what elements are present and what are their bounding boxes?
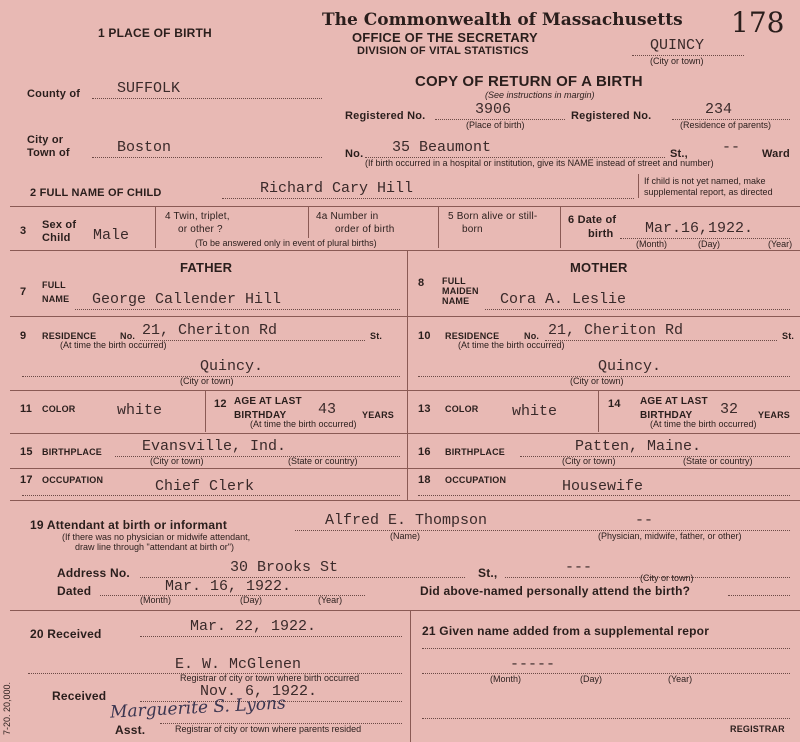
mother-occupation-value: Housewife bbox=[562, 478, 644, 495]
mother-name-value: Cora A. Leslie bbox=[500, 291, 627, 308]
address-city-value: --- bbox=[565, 559, 593, 576]
mother-color-label: COLOR bbox=[445, 404, 479, 414]
attendant-hint-1: (If there was no physician or midwife attendant, bbox=[62, 532, 251, 542]
mother-birthplace-value: Patten, Maine. bbox=[575, 438, 702, 455]
attendant-hint-2: draw line through "attendant at birth or") bbox=[75, 542, 234, 552]
father-residence-hint: (At time the birth occurred) bbox=[60, 340, 167, 350]
name-note-1: If child is not yet named, make bbox=[644, 176, 766, 186]
birth-month-hint: (Month) bbox=[636, 239, 668, 249]
mother-num-8: 8 bbox=[418, 277, 425, 289]
attendant-name-hint: (Name) bbox=[390, 531, 421, 541]
name-note-2: supplemental report, as directed bbox=[644, 187, 773, 197]
father-st-label: St. bbox=[370, 331, 383, 341]
registrar-hint: Registrar of city or town where birth occurred bbox=[180, 673, 360, 683]
mother-birthplace-city-hint: (City or town) bbox=[562, 456, 616, 466]
father-birthplace-state-hint: (State or country) bbox=[288, 456, 358, 466]
plural-hint: (To be answered only in event of plural births) bbox=[195, 238, 377, 248]
received-date-value: Mar. 22, 1922. bbox=[190, 618, 317, 635]
mother-full-label: FULL bbox=[442, 276, 466, 286]
record-number: 178 bbox=[731, 6, 785, 39]
birth-date-value: Mar.16,1922. bbox=[645, 220, 754, 237]
father-occupation-label: OCCUPATION bbox=[42, 475, 104, 485]
sex-value: Male bbox=[93, 227, 130, 244]
father-birthplace-label: BIRTHPLACE bbox=[42, 447, 102, 457]
mother-name-label: NAME bbox=[442, 296, 470, 306]
document-title: COPY OF RETURN OF A BIRTH bbox=[415, 73, 643, 90]
father-birthplace-city-hint: (City or town) bbox=[150, 456, 204, 466]
margin-print: 7-20. 20,000. bbox=[2, 681, 12, 735]
ward-value: -- bbox=[722, 139, 741, 156]
street-value: 35 Beaumont bbox=[392, 139, 492, 156]
mother-color-value: white bbox=[512, 403, 558, 420]
office-title: OFFICE OF THE SECRETARY bbox=[352, 30, 538, 45]
mother-st-label: St. bbox=[782, 331, 795, 341]
child-name-label: 2 FULL NAME OF CHILD bbox=[30, 187, 162, 199]
mother-birthplace-state-hint: (State or country) bbox=[683, 456, 753, 466]
asst-hint: Registrar of city or town where parents resided bbox=[175, 724, 362, 734]
mother-occupation-label: OCCUPATION bbox=[445, 475, 507, 485]
father-residence-value: 21, Cheriton Rd bbox=[142, 322, 278, 339]
sex-num: 3 bbox=[20, 225, 27, 237]
received-label-20: 20 Received bbox=[30, 627, 102, 641]
father-age-value: 43 bbox=[318, 401, 337, 418]
mother-age-years: YEARS bbox=[758, 410, 791, 420]
mother-heading: MOTHER bbox=[570, 260, 628, 275]
attendant-role-value: -- bbox=[635, 512, 654, 529]
father-color-value: white bbox=[117, 402, 163, 419]
mother-age-label-2: BIRTHDAY bbox=[640, 410, 693, 421]
mother-residence-hint: (At time the birth occurred) bbox=[458, 340, 565, 350]
attend-question: Did above-named personally attend the birth? bbox=[420, 584, 691, 598]
father-num-7: 7 bbox=[20, 286, 27, 298]
mother-num-13: 13 bbox=[418, 403, 431, 415]
city-value: Boston bbox=[117, 139, 172, 156]
date-label-1: 6 Date of bbox=[568, 214, 617, 226]
father-num-12: 12 bbox=[214, 398, 227, 410]
hospital-hint: (If birth occurred in a hospital or institution, give its NAME instead of street and number) bbox=[365, 158, 714, 168]
registered-no-2-label: Registered No. bbox=[571, 110, 652, 122]
father-age-label-1: AGE AT LAST bbox=[234, 396, 302, 407]
received-value: Nov. 6, 1922. bbox=[200, 683, 318, 700]
commonwealth-title: The Commonwealth of Massachusetts bbox=[322, 10, 683, 30]
dated-label: Dated bbox=[57, 584, 92, 598]
father-occupation-value: Chief Clerk bbox=[155, 478, 255, 495]
attendant-name-value: Alfred E. Thompson bbox=[325, 512, 488, 529]
date-label-2: birth bbox=[588, 228, 614, 240]
supp-month-hint: (Month) bbox=[490, 674, 522, 684]
ward-label: Ward bbox=[762, 148, 790, 160]
mother-maiden-label: MAIDEN bbox=[442, 286, 479, 296]
twin-label-2: or other ? bbox=[178, 224, 223, 235]
mother-age-value: 32 bbox=[720, 401, 739, 418]
order-label-2: order of birth bbox=[335, 224, 395, 235]
alive-label-2: born bbox=[462, 224, 483, 235]
mother-residence-label: RESIDENCE bbox=[445, 331, 500, 341]
mother-age-hint: (At time the birth occurred) bbox=[650, 419, 757, 429]
father-num-17: 17 bbox=[20, 474, 33, 486]
father-full-label: FULL bbox=[42, 280, 66, 290]
mother-city-hint: (City or town) bbox=[570, 376, 624, 386]
father-birthplace-value: Evansville, Ind. bbox=[142, 438, 287, 455]
registered-no-hint: (Place of birth) bbox=[466, 120, 525, 130]
child-name-value: Richard Cary Hill bbox=[260, 180, 414, 197]
county-value: SUFFOLK bbox=[117, 80, 181, 97]
dated-value: Mar. 16, 1922. bbox=[165, 578, 292, 595]
header-city-hint: (City or town) bbox=[650, 56, 704, 66]
dated-month-hint: (Month) bbox=[140, 595, 172, 605]
address-city-hint: (City or town) bbox=[640, 573, 694, 583]
birth-day-hint: (Day) bbox=[698, 239, 720, 249]
town-label: Town of bbox=[27, 147, 70, 159]
registered-no-value: 3906 bbox=[475, 101, 512, 118]
supplemental-value: ----- bbox=[510, 656, 556, 673]
father-city-hint: (City or town) bbox=[180, 376, 234, 386]
instructions-note: (See instructions in margin) bbox=[485, 90, 595, 100]
father-num-9: 9 bbox=[20, 330, 27, 342]
mother-num-16: 16 bbox=[418, 446, 431, 458]
father-no-label: No. bbox=[120, 331, 136, 341]
father-color-label: COLOR bbox=[42, 404, 76, 414]
received-label: Received bbox=[52, 689, 107, 703]
supplemental-label-21: 21 Given name added from a supplemental repor bbox=[422, 624, 710, 638]
supp-day-hint: (Day) bbox=[580, 674, 602, 684]
father-age-years: YEARS bbox=[362, 410, 395, 420]
st-label: St., bbox=[670, 148, 688, 160]
registered-no-2-hint: (Residence of parents) bbox=[680, 120, 772, 130]
father-residence-label: RESIDENCE bbox=[42, 331, 97, 341]
mother-no-label: No. bbox=[524, 331, 540, 341]
place-of-birth-heading: 1 PLACE OF BIRTH bbox=[98, 26, 212, 40]
registered-no-label: Registered No. bbox=[345, 110, 426, 122]
order-label-1: 4a Number in bbox=[316, 211, 379, 222]
father-num-15: 15 bbox=[20, 446, 33, 458]
mother-num-18: 18 bbox=[418, 474, 431, 486]
address-st-label: St., bbox=[478, 566, 498, 580]
division-title: DIVISION OF VITAL STATISTICS bbox=[357, 45, 529, 57]
street-no-label: No. bbox=[345, 148, 364, 160]
mother-age-label-1: AGE AT LAST bbox=[640, 396, 708, 407]
mother-num-14: 14 bbox=[608, 398, 621, 410]
sex-label-2: Child bbox=[42, 232, 71, 244]
mother-birthplace-label: BIRTHPLACE bbox=[445, 447, 505, 457]
address-value: 30 Brooks St bbox=[230, 559, 339, 576]
address-label: Address No. bbox=[57, 566, 130, 580]
city-label: City or bbox=[27, 134, 64, 146]
birth-year-hint: (Year) bbox=[768, 239, 793, 249]
registered-no-2-value: 234 bbox=[705, 101, 733, 118]
alive-label-1: 5 Born alive or still- bbox=[448, 211, 538, 222]
county-label: County of bbox=[27, 88, 81, 100]
father-age-hint: (At time the birth occurred) bbox=[250, 419, 357, 429]
father-heading: FATHER bbox=[180, 260, 233, 275]
mother-num-10: 10 bbox=[418, 330, 431, 342]
mother-residence-value: 21, Cheriton Rd bbox=[548, 322, 684, 339]
dated-day-hint: (Day) bbox=[240, 595, 262, 605]
father-num-11: 11 bbox=[20, 403, 33, 415]
registrar-footer: REGISTRAR bbox=[730, 724, 785, 734]
twin-label-1: 4 Twin, triplet, bbox=[165, 211, 230, 222]
signature: Marguerite S. Lyons bbox=[109, 693, 287, 723]
father-name-label: NAME bbox=[42, 294, 70, 304]
registrar-value: E. W. McGlenen bbox=[175, 656, 302, 673]
father-name-value: George Callender Hill bbox=[92, 291, 282, 308]
attendant-role-hint: (Physician, midwife, father, or other) bbox=[598, 531, 742, 541]
asst-label: Asst. bbox=[115, 723, 146, 737]
attendant-label: 19 Attendant at birth or informant bbox=[30, 518, 228, 532]
father-age-label-2: BIRTHDAY bbox=[234, 410, 287, 421]
dated-year-hint: (Year) bbox=[318, 595, 343, 605]
sex-label-1: Sex of bbox=[42, 219, 77, 231]
supp-year-hint: (Year) bbox=[668, 674, 693, 684]
father-city-value: Quincy. bbox=[200, 358, 264, 375]
mother-city-value: Quincy. bbox=[598, 358, 662, 375]
header-city-value: QUINCY bbox=[650, 37, 705, 54]
